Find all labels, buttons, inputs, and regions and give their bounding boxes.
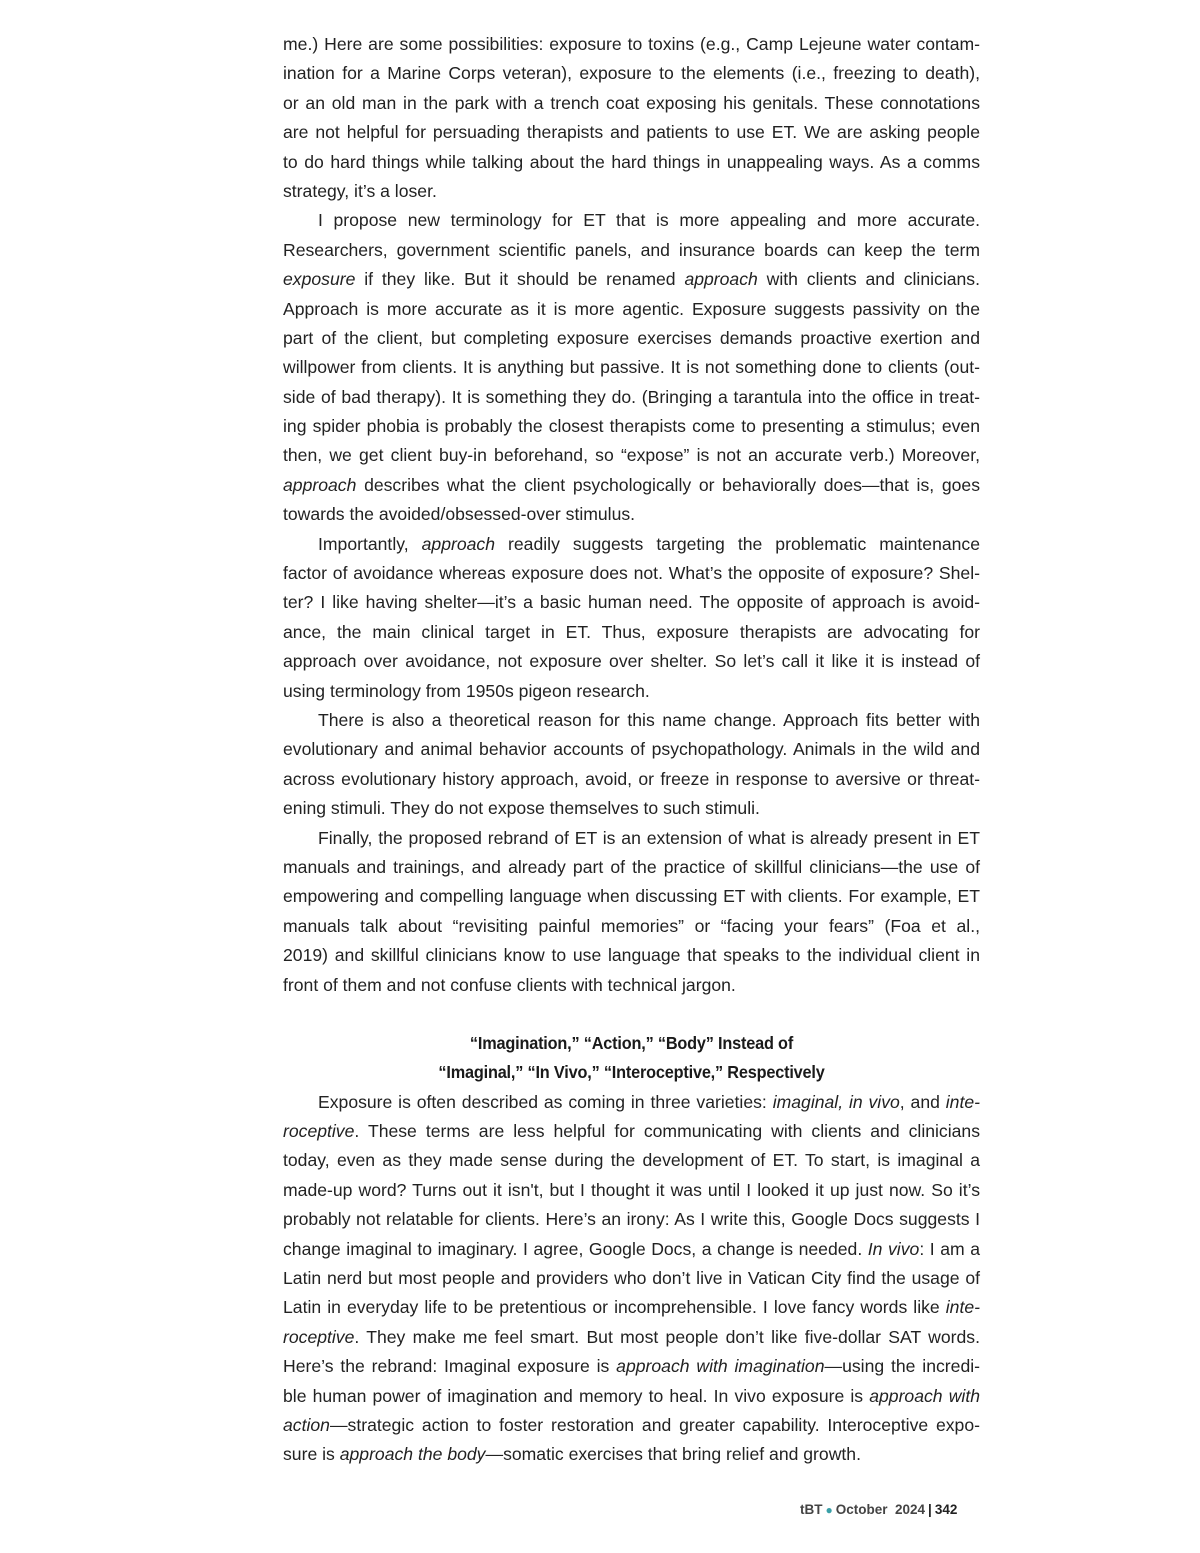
italic-term: approach	[283, 474, 357, 495]
text-run: Here’s the rebrand: Imaginal exposure is	[283, 1356, 617, 1377]
text-line: Latin nerd but most people and providers who don’t live in Vatican City find the usage of	[283, 1268, 980, 1289]
text-line: to do hard things while talking about the hard things in unappealing ways. As a comms	[283, 151, 980, 172]
text-run: , and	[899, 1091, 946, 1112]
text-line: factor of avoidance whereas exposure does not. What’s the opposite of exposure? Shel-	[283, 563, 980, 584]
paragraph	[283, 824, 980, 1000]
text-line	[283, 1352, 980, 1381]
italic-term: approach	[684, 269, 758, 290]
text-line: me.) Here are some possibilities: exposure to toxins (e.g., Camp Lejeune water contam-	[283, 34, 980, 54]
paragraph	[283, 206, 980, 529]
text-line: ening stimuli. They do not expose themselves to such stimuli.	[283, 798, 760, 819]
text-line	[283, 1117, 980, 1146]
text-line: or an old man in the park with a trench coat exposing his genitals. These connotations	[283, 92, 980, 113]
text-run: —strategic action to foster restoration and greater capability. Interoceptive expo-	[329, 1415, 980, 1435]
section-heading-line: “Imagination,” “Action,” “Body” Instead of	[469, 1032, 794, 1053]
text-run: readily suggests targeting the problematic maintenance	[495, 533, 981, 554]
text-run: Latin in everyday life to be pretentious or incomprehensible. I love fancy words like	[283, 1297, 946, 1318]
text-run: sure is	[283, 1444, 340, 1465]
journal-name: tBT	[800, 1502, 823, 1517]
page-number: 342	[934, 1502, 958, 1517]
paragraph	[283, 1088, 980, 1470]
text-line: side of bad therapy). It is something they do. (Bringing a tarantula into the office in treat-	[283, 386, 980, 407]
text-line	[283, 1293, 980, 1322]
text-line: today, even as they made sense during the development of ET. To start, is imaginal a	[283, 1150, 980, 1171]
text-run: : I am a	[919, 1238, 980, 1259]
text-line: using terminology from 1950s pigeon research.	[283, 680, 650, 701]
text-line: evolutionary and animal behavior accounts of psychopathology. Animals in the wild and	[283, 739, 980, 760]
text-line: are not helpful for persuading therapists and patients to use ET. We are asking people	[283, 122, 980, 143]
text-line: I propose new terminology for ET that is more appealing and more accurate.	[318, 210, 980, 231]
page-footer	[800, 1502, 957, 1517]
footer-separator: |	[928, 1502, 932, 1517]
italic-term: approach with	[869, 1385, 980, 1406]
italic-term: inte-	[945, 1297, 980, 1318]
text-line: willpower from clients. It is anything but passive. It is not something done to clients (out-	[283, 357, 980, 378]
text-line	[283, 1235, 980, 1264]
text-run: Importantly,	[318, 533, 422, 554]
italic-term: action	[283, 1415, 330, 1435]
italic-term: In vivo	[867, 1238, 920, 1259]
text-line	[283, 530, 980, 559]
text-line: part of the client, but completing exposure exercises demands proactive exertion and	[283, 327, 980, 348]
paragraph	[283, 530, 980, 706]
text-run: Exposure is often described as coming in three varieties:	[318, 1091, 773, 1112]
text-line: manuals talk about “revisiting painful memories” or “facing your fears” (Foa et al.,	[283, 915, 980, 936]
text-line	[283, 1323, 980, 1352]
text-line: Finally, the proposed rebrand of ET is an extension of what is already present in ET	[318, 827, 980, 848]
bullet-dot-icon: ●	[825, 1503, 833, 1517]
italic-term: roceptive	[283, 1121, 355, 1142]
text-line: Researchers, government scientific panels, and insurance boards can keep the term	[283, 239, 980, 260]
section-heading-line: “Imaginal,” “In Vivo,” “Interoceptive,” Respectively	[438, 1062, 825, 1083]
italic-term: imaginal, in vivo	[772, 1091, 900, 1112]
text-line: approach over avoidance, not exposure over shelter. So let’s call it like it is instead of	[283, 651, 980, 672]
text-line	[283, 1088, 980, 1117]
issue-date: October 2024	[835, 1502, 926, 1517]
text-run: —using the incredi-	[824, 1356, 980, 1377]
text-line: made-up word? Turns out it isn't, but I thought it was until I looked it up just now. So it’s	[283, 1179, 980, 1200]
text-run: if they like. But it should be renamed	[355, 269, 685, 290]
text-line: ter? I like having shelter—it’s a basic human need. The opposite of approach is avoid-	[283, 592, 980, 613]
article-body	[283, 30, 980, 1470]
text-line: towards the avoided/obsessed-over stimulus.	[283, 504, 636, 525]
section-heading	[283, 1029, 980, 1088]
italic-term: inte-	[945, 1091, 980, 1112]
text-line	[283, 1411, 980, 1440]
italic-term: roceptive	[283, 1326, 355, 1347]
text-line: 2019) and skillful clinicians know to use language that speaks to the individual client in	[283, 945, 980, 966]
paragraph	[283, 30, 980, 206]
italic-term: exposure	[283, 269, 356, 290]
text-run: —somatic exercises that bring relief and growth.	[485, 1444, 861, 1465]
text-run: . These terms are less helpful for communicating with clients and clinicians	[354, 1121, 980, 1142]
text-line: front of them and not confuse clients with technical jargon.	[283, 974, 736, 995]
italic-term: approach with imagination	[616, 1356, 825, 1377]
text-line: There is also a theoretical reason for this name change. Approach fits better with	[318, 709, 980, 730]
text-line: strategy, it’s a loser.	[283, 180, 437, 201]
text-line: probably not relatable for clients. Here’s an irony: As I write this, Google Docs suggests I	[283, 1209, 980, 1230]
text-line: then, we get client buy-in beforehand, so “expose” is not an accurate verb.) Moreover,	[283, 445, 980, 466]
italic-term: approach	[421, 533, 496, 554]
text-run: . They make me feel smart. But most people don’t like five-dollar SAT words.	[354, 1326, 980, 1347]
text-run: change imaginal to imaginary. I agree, Google Docs, a change is needed.	[283, 1238, 868, 1259]
text-line: ance, the main clinical target in ET. Thus, exposure therapists are advocating for	[283, 621, 980, 642]
text-line	[283, 1440, 980, 1469]
text-run: with clients and clinicians.	[757, 269, 980, 290]
text-line: Approach is more accurate as it is more agentic. Exposure suggests passivity on the	[283, 298, 980, 319]
text-line: ination for a Marine Corps veteran), exposure to the elements (i.e., freezing to death),	[283, 63, 980, 84]
text-run: ble human power of imagination and memory to heal. In vivo exposure is	[283, 1385, 870, 1406]
text-run: describes what the client psychologically or behaviorally does—that is, goes	[356, 474, 980, 495]
text-line: manuals and trainings, and already part of the practice of skillful clinicians—the use of	[283, 856, 980, 877]
text-line	[283, 265, 980, 294]
italic-term: approach the body	[339, 1444, 486, 1465]
text-line: empowering and compelling language when discussing ET with clients. For example, ET	[283, 886, 980, 907]
text-line: ing spider phobia is probably the closest therapists come to presenting a stimulus; even	[283, 416, 980, 437]
text-line	[283, 1382, 980, 1411]
text-line	[283, 471, 980, 500]
paragraph	[283, 706, 980, 824]
text-line: across evolutionary history approach, avoid, or freeze in response to aversive or threat-	[283, 768, 980, 789]
